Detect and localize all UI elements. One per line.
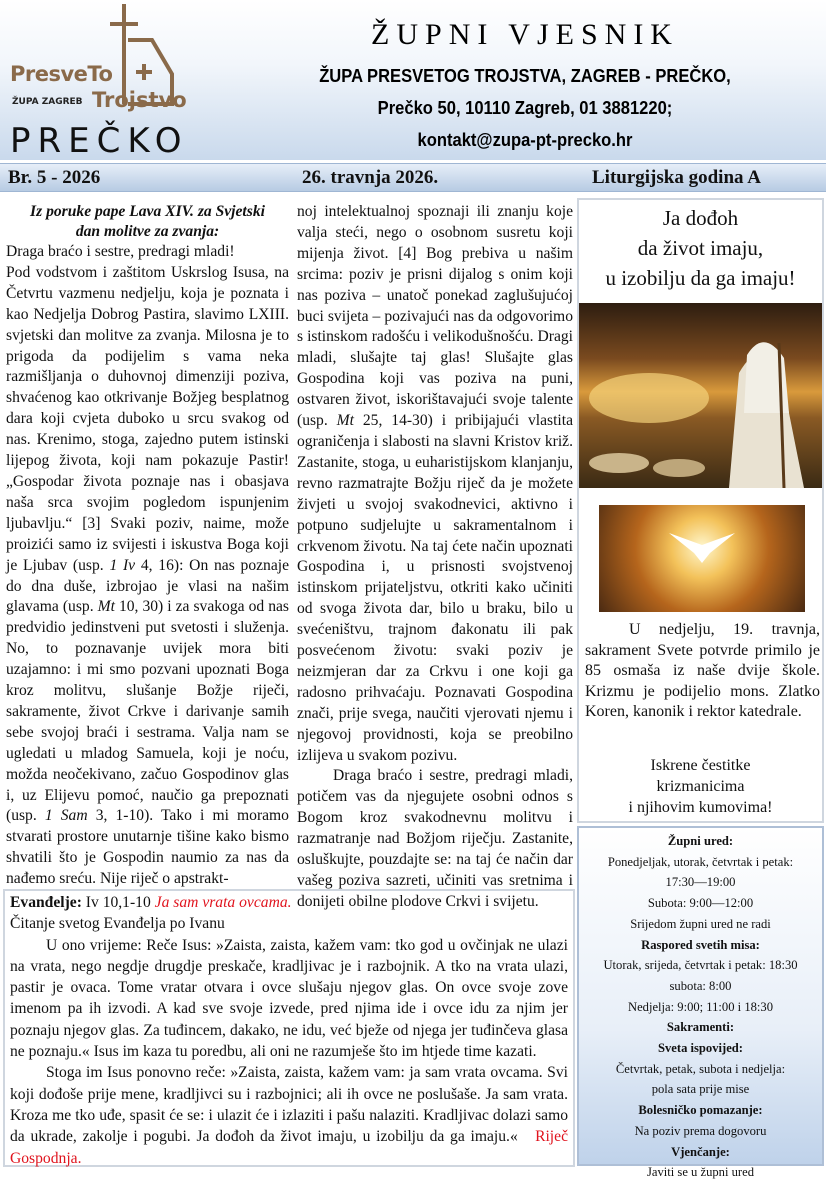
sidebar-box [577,198,824,823]
gospel-intro: Čitanje svetog Evanđelja po Ivanu [10,915,225,933]
office-heading: Sveta ispovijed: [657,1041,743,1056]
gospel-motto: Ja sam vrata ovcama. [154,894,292,911]
scripture-ref: Mt [336,412,354,430]
office-line: Nedjelja: 9:00; 11:00 i 18:30 [627,999,774,1014]
parish-office-info [577,826,824,1180]
parish-name: ŽUPA PRESVETOG TROJSTVA, ZAGREB - PREČKO, [319,66,731,86]
office-line: Srijedom župni ured ne radi [630,916,771,931]
gospel-paragraph: U ono vrijeme: Reče Isus: »Zaista, zaista, kažem vam: tko god u ovčinjak ne ulazi na vrata, nego negdje drugdje preskače, kradljivac je i razbojnik. A tko na vrata ulazi, pastir je ovaca. Tome vratar otvara i ovce slušaju njegov glas. On ovce svoje zove imenom pa ih izvodi. A kad sve svoje izvede, pred njima ide i ovce idu za njim jer poznaju njegov glas. Za tuđincem, dakako, ne idu, već bježe od njega jer tuđinčeva glasa ne poznaju.« Isus im kaza tu poredbu, ali oni ne razumješe što im htjede time kazati. [10,936,568,1061]
article-paragraph [297,202,573,766]
issue-date: 26. travnja 2026. [302,167,439,188]
parish-logo [6,4,196,160]
office-line: Četvrtak, petak, subota i nedjelja: [615,1061,786,1076]
logo-text-trojstvo: Trojstvo [92,88,187,112]
text: 10, 30) i za svakoga od nas predvidio jedinstveni put svetosti i služenja. No, to poznavanje uvijek mora biti uzajamno: i mi smo pozvani upoznati Boga kroz molitvu, slušanje Božje riječi, sakramente, život Crkve i darivanje samih sebe svojoj braći i sestrama. Valja nam se ugledati u mladog Samuela, koji je noću, možda neočekivano, začuo Gospodinov glas i, uz Elijevu pomoć, naučio ga prepoznati (usp. [6,598,289,825]
office-heading: Sakramenti: [666,1020,735,1035]
article-paragraph [6,263,289,890]
text: 3, 1-10). Tako i mi moramo stvarati prostore unutarnje tišine kako bismo shvatili što je Gospodin naumio za nas da nađemo sreću. Nije riječ o apstrakt- [6,807,289,888]
logo-text-zupa: ŽUPA ZAGREB [12,97,83,107]
text: noj intelektualnoj spoznaji ili znanju koje valja steći, nego o osobnom susretu koji mijenja život. [4] Bog prebiva u našim srcima: poziv je prisni dijalog s onim koji nas poziva – unatoč ponekad zaglušujućoj buci svijeta – pozivajući nas da odgovorimo s istinskom radošću i velikodušnošću. Dragi mladi, slušajte taj glas! Slušajte glas Gospodina koji vas poziva na puni, ostvaren život, iskorištavajući svoje talente (usp. [297,203,573,430]
congrats-line: Iskrene čestitke [650,757,751,774]
gospel-reference: Iv 10,1-10 [81,894,155,911]
congrats-line: krizmanicima [656,778,745,795]
parish-email[interactable]: kontakt@zupa-pt-precko.hr [417,130,633,150]
office-line: Utorak, srijeda, četvrtak i petak: 18:30 [603,958,798,973]
office-line: 17:30—19:00 [665,875,736,890]
news-text: U nedjelju, 19. travnja, sakrament Svete potvrde primilo je 85 osmaša iz naše dvije škole. Krizmu je podijelio mons. Zlatko Koren, kanonik i rektor katedrale. [585,621,820,721]
gospel-box [3,889,575,1167]
issue-number: Br. 5 - 2026 [8,167,101,188]
scripture-ref: 1 Iv [109,556,136,574]
newsletter-title: ŽUPNI VJESNIK [371,18,679,51]
quote-line: u izobilju da ga imaju! [605,266,796,290]
office-line: Na poziv prema dogovoru [634,1123,767,1138]
article-title: Iz poruke pape Lava XIV. za Svjetski dan molitve za zvanja: [30,203,265,240]
office-line: Subota: 9:00—12:00 [647,896,754,911]
article-paragraph: Draga braćo i sestre, predragi mladi, potičem vas da njegujete osobni odnos s Bogom kroz svakodnevnu molitvu i razmatranje nad Božjom riječju. Zastanite, osluškujte, pouzdajte se: na taj će način dar vašeg poziva sazreti, učiniti vas sretnima i donijeti obilne plodove Crkvi i svijetu. [297,767,573,910]
gospel-paragraph [10,1062,568,1168]
office-line: subota: 8:00 [669,978,732,993]
confirmation-news [585,620,820,723]
scripture-ref: Mt [97,598,115,616]
holy-spirit-dove-image [599,505,805,612]
office-line: Ponedjeljak, utorak, četvrtak i petak: [607,854,794,869]
logo-text-precko: PREČKO [10,121,189,161]
office-heading: Vjenčanje: [671,1144,730,1159]
office-heading: Raspored svetih misa: [641,937,760,952]
gospel-heading [10,892,568,913]
article-column-middle [297,202,573,913]
good-shepherd-image [579,303,822,488]
article-column-left [6,202,289,890]
text: 4, 16): On nas poznaje do dna duše, izbrojao je vlasi na našim glavama (usp. [6,556,290,616]
logo-text-presveto: PresveTo [10,62,113,86]
office-line: Javiti se u župni ured [646,1165,755,1180]
office-heading: Bolesničko pomazanje: [638,1103,763,1118]
liturgical-year: Liturgijska godina A [592,167,761,188]
office-line: pola sata prije mise [651,1082,750,1097]
issue-bar [0,163,826,192]
congratulations [579,755,822,818]
text: Pod vodstvom i zaštitom Uskrslog Isusa, na Četvrtu vazmenu nedjelju, koja je poznata i kao Nedjelja Dobrog Pastira, slavimo LXIII. svjetski dan molitve za zvanja. Milosna je to prigoda da podijelim s vama neka razmišljanja o duhovnoj dimenziji poziva, shvaćenog kao otkrivanje Božjeg besplatnog dara koji cvjeta duboko u srcu svakog od nas. Krenimo, stoga, zajedno putem istinski lijepog života, koji nam pokazuje Pastir! „Gospodar života poznaje nas i obasjava naša srca svojim pogledom ispunjenim ljubavlju.“ [3] Svaki poziv, naime, može proizići samo iz svijesti i iskustva Boga koji je Ljubav (usp. [6,263,289,574]
quote-line: Ja dođoh [662,206,739,230]
congrats-line: i njihovim kumovima! [628,799,773,816]
text: 25, 14-30) i pribijajući vlastita ograničenja i slabosti na slavni Kristov križ. Zastanite, stoga, u euharistijskom klanjanju, revno razmatrajte Božju riječ da je možete živjeti u svojoj svakodnevici, aktivno i potpuno sudjelujte u sakramentalnom i crkvenom životu. Na taj ćete način upoznati Gospodina i, u prisnosti svojstvenoj istinskom prijateljstvu, otkriti kako učiniti od svoga života dar, bilo u braku, bilo u svećeništvu, trajnom đakonatu ili pak posvećenom životu: svaki poziv je neizmjeran dar za Crkvu i one koji ga radosno prihvaćaju. Poznavati Gospodina znači, prije svega, naučiti vjerovati njemu i njegovoj providnosti, koja se preobilno izlijeva u svakom pozivu. [297,412,573,764]
gospel-label: Evanđelje: [10,894,82,911]
masthead [0,0,826,160]
quote-line: da život imaju, [637,236,764,260]
scripture-ref: 1 Sam [44,807,88,825]
article-greeting: Draga braćo i sestre, predragi mladi! [6,243,235,260]
gospel-closing: Riječ Gospodnja. [10,1128,568,1167]
parish-address: Prečko 50, 10110 Zagreb, 01 3881220; [377,98,673,118]
text: Stoga im Isus ponovno reče: »Zaista, zaista, kažem vam: ja sam vrata ovcama. Svi koji dođoše prije mene, kradljivci su i razbojnici; ali ih ovce ne poslušaše. Ja sam vrata. Kroza me tko uđe, spasit će se: i ulazit će i izlaziti i pašu nalaziti. Kradljivac dolazi samo da ukrade, zakolje i pogubi. Ja dođoh da život imaju, u izobilju da ga imaju.« [10,1064,568,1146]
office-heading: Župni ured: [667,834,734,848]
scripture-quote [579,200,822,293]
